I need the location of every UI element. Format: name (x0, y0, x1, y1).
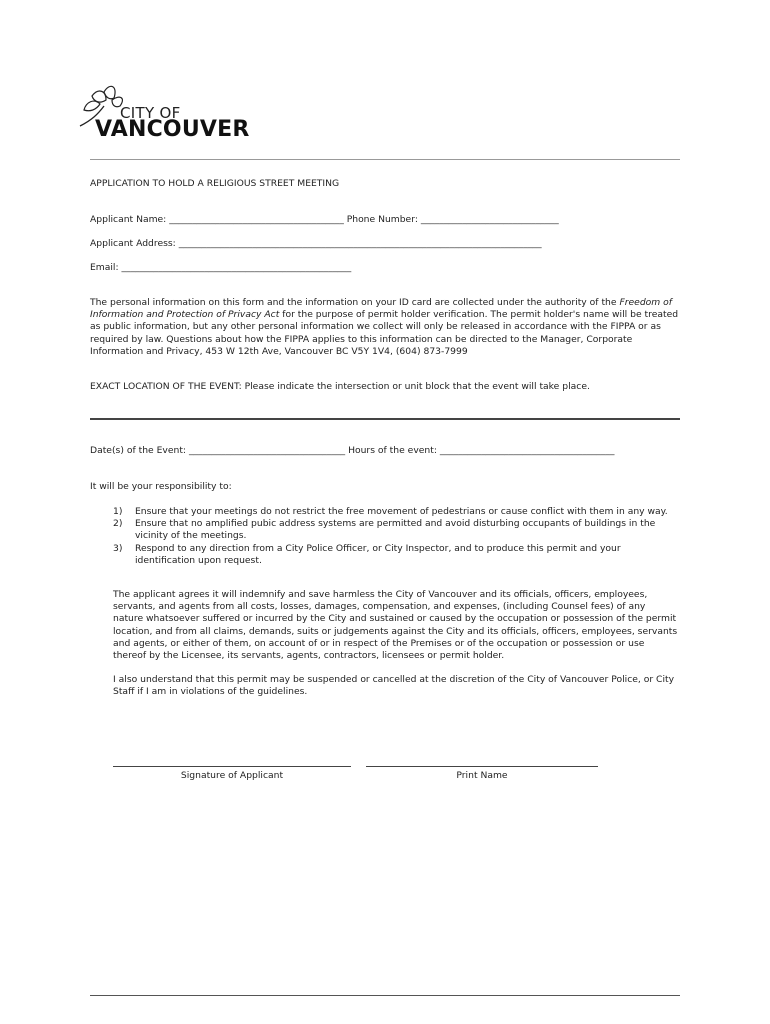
applicant-address-row (90, 238, 542, 250)
city-of-vancouver-logo (74, 80, 254, 150)
event-dates-row (90, 445, 614, 457)
logo-vancouver: VANCOUVER (95, 117, 250, 142)
signature-label: Signature of Applicant (180, 770, 284, 781)
email-label: Email: (90, 262, 119, 273)
phone-number-label: Phone Number: (346, 214, 418, 225)
footer-divider (90, 995, 680, 996)
email-field[interactable]: __________________________________________________ (121, 262, 352, 273)
applicant-name-label: Applicant Name: (90, 214, 167, 225)
logo-city-of: CITY OF (120, 104, 181, 122)
event-dates-label: Date(s) of the Event: (90, 445, 187, 456)
indemnity-clause: The applicant agrees it will indemnify and save harmless the City of Vancouver and its officials, officers, employees, servants, and agents from all costs, losses, damages, compensation, and expenses, (including Counsel fees) of any nature whatsoever suffered or incurred by the City and sustained or caused by the occupation or possession of the permit location, and from all claims, demands, suits or judgements against the City and its officials, officers, employees, servants and agents, or either of them, on account of or in respect of the Premises or of the occupation or possession or use thereof by the Licensee, its servants, agents, contractors, licensees or permit holder. (113, 589, 678, 662)
responsibility-intro: It will be your responsibility to: (90, 481, 232, 492)
form-title: APPLICATION TO HOLD A RELIGIOUS STREET MEETING (90, 178, 340, 189)
signature-line[interactable] (113, 766, 351, 767)
privacy-text-start: The personal information on this form and the information on your ID card are collected under the authority of the (90, 297, 620, 308)
email-row (90, 262, 351, 274)
applicant-name-row (90, 214, 559, 226)
privacy-act-name: Freedom of Information and Protection of Privacy Act (90, 297, 672, 321)
location-entry-line[interactable] (90, 418, 680, 420)
phone-number-field[interactable]: ______________________________ (420, 214, 559, 225)
applicant-address-field[interactable]: _______________________________________________________________________________ (178, 238, 542, 249)
print-name-line[interactable] (366, 766, 598, 767)
event-dates-field[interactable]: __________________________________ (188, 445, 346, 456)
header-divider (90, 159, 680, 160)
responsibility-list (90, 506, 680, 567)
applicant-name-field[interactable]: ______________________________________ (169, 214, 344, 225)
privacy-notice (90, 297, 680, 358)
suspension-clause: I also understand that this permit may be suspended or cancelled at the discretion of the City of Vancouver Police, or City Staff if I am in violations of the guidelines. (113, 674, 675, 698)
applicant-address-label: Applicant Address: (90, 238, 176, 249)
event-hours-field[interactable]: ______________________________________ (439, 445, 615, 456)
list-item: 1) Ensure that your meetings do not restrict the free movement of pedestrians or cause conflict with them in any way. (113, 506, 668, 517)
privacy-text-end: for the purpose of permit holder verification. The permit holder's name will be treated as public information, but any other personal information we collect will only be released in accordance with the FIPPA or as required by law. Questions about how the FIPPA applies to this information can be directed to the Manager, Corporate Information and Privacy, 453 W 12th Ave, Vancouver BC V5Y 1V4, (604) 873-7999 (90, 309, 679, 357)
print-name-label: Print Name (456, 770, 508, 781)
event-location-label: EXACT LOCATION OF THE EVENT: Please indicate the intersection or unit block that the event will take place. (90, 381, 590, 392)
event-hours-label: Hours of the event: (348, 445, 437, 456)
list-item: 2) Ensure that no amplified pubic address systems are permitted and avoid disturbing occupants of buildings in the vicinity of the meetings. (113, 518, 656, 542)
list-item: 3) Respond to any direction from a City Police Officer, or City Inspector, and to produce this permit and your identification upon request. (113, 542, 621, 566)
